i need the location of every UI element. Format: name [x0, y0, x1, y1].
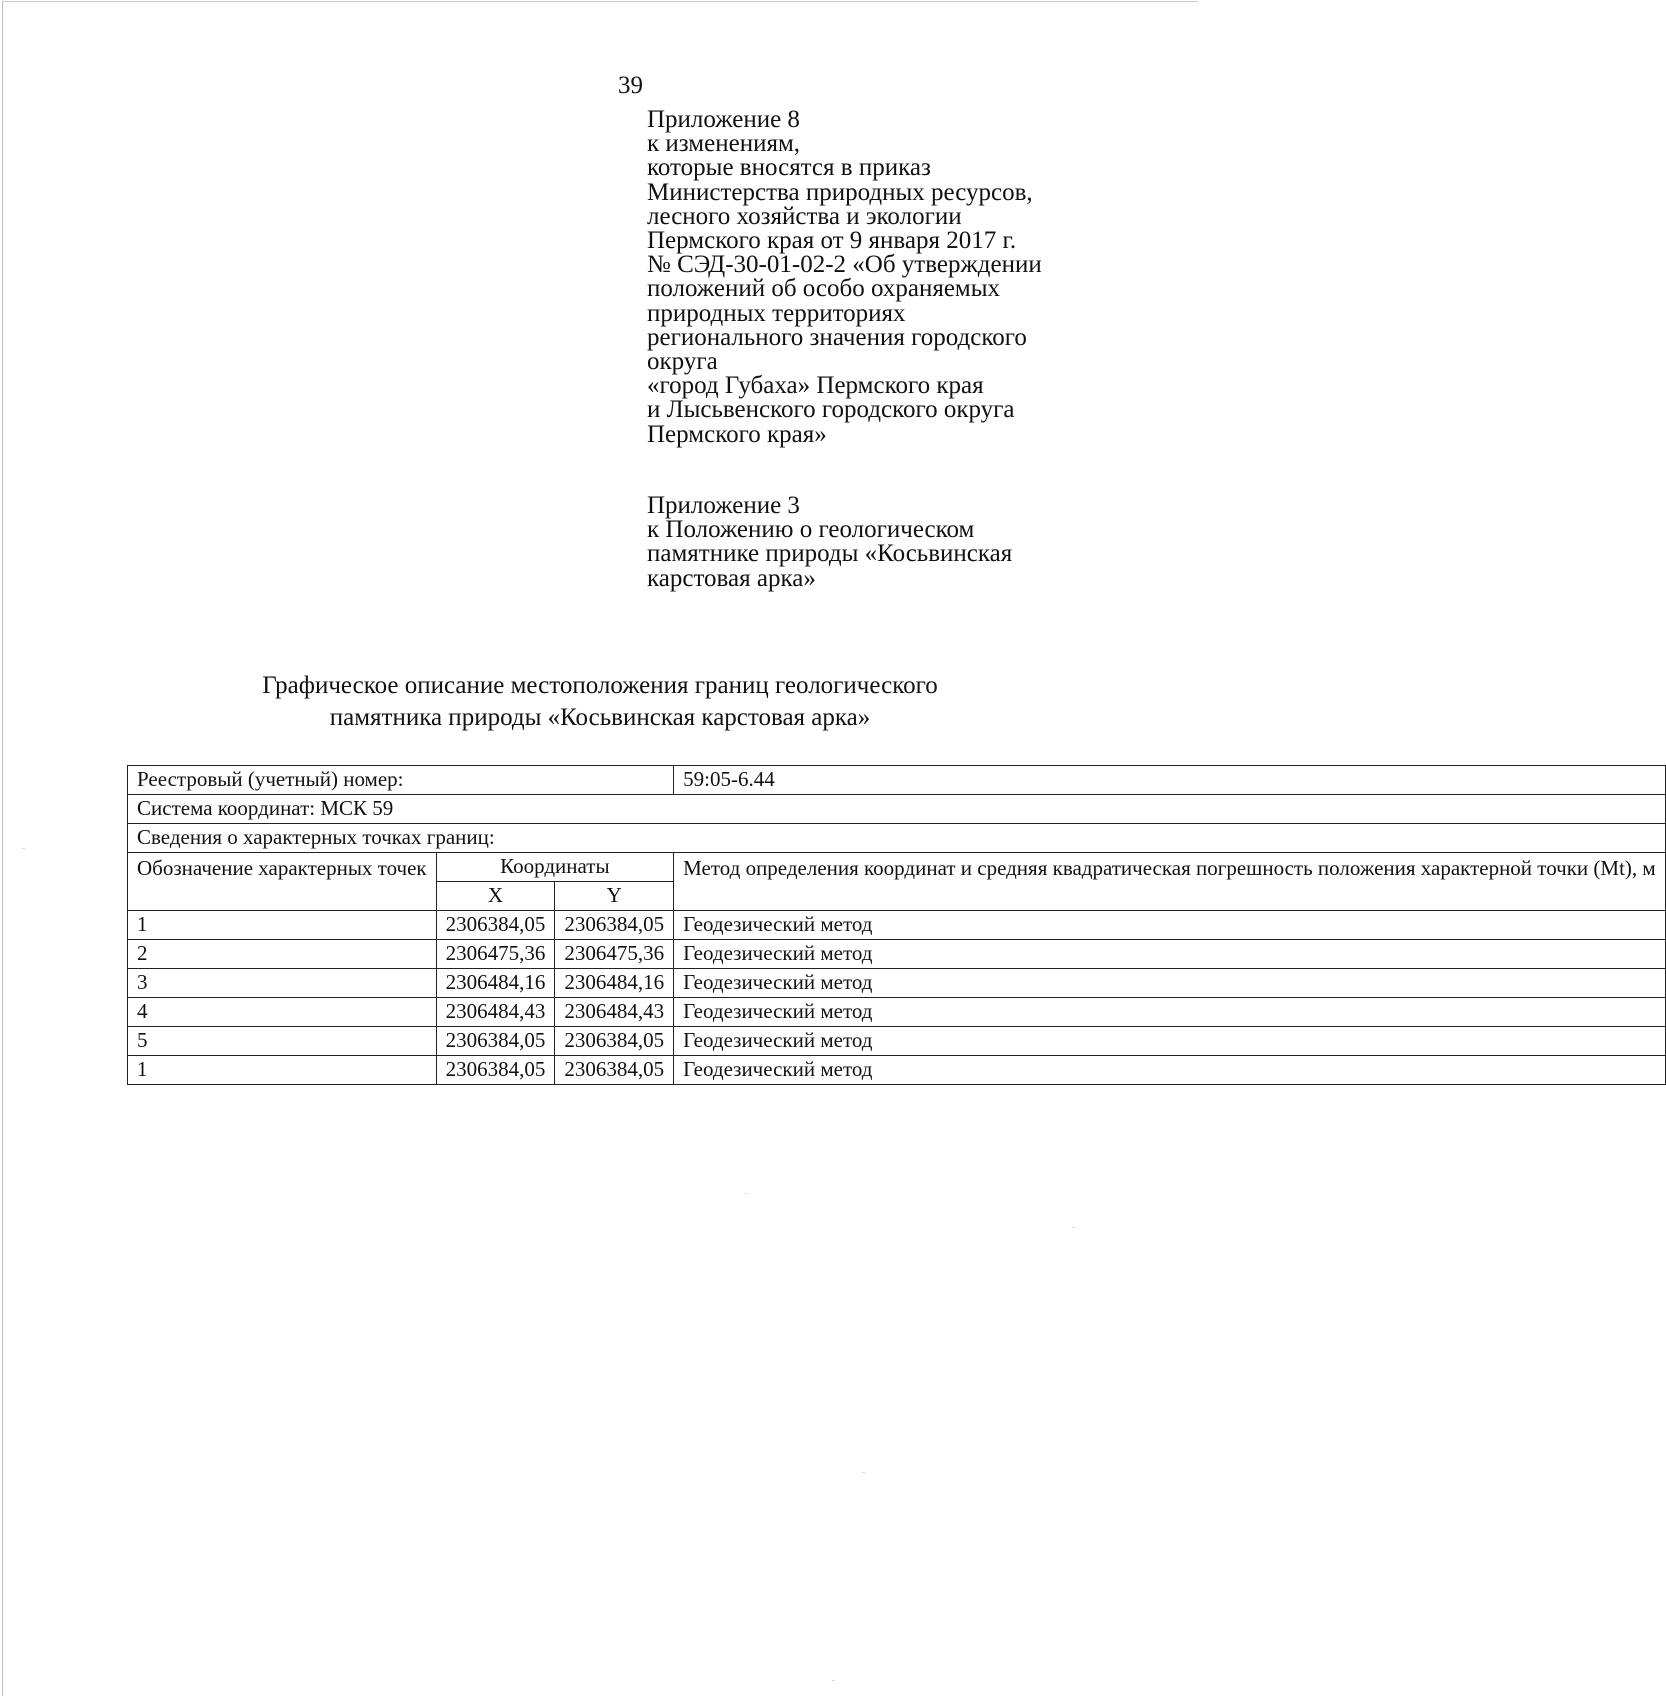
appendix-8-line: округа	[647, 348, 718, 376]
scan-speck	[22, 848, 25, 849]
appendix-3-block	[647, 494, 1012, 591]
x-cell: 2306384,05	[436, 1027, 555, 1056]
coords-header-cell: Координаты	[436, 853, 674, 882]
points-info-cell: Сведения о характерных точках границ:	[128, 824, 1666, 853]
appendix-8-line: регионального значения городского	[647, 323, 1027, 351]
point-cell: 3	[128, 969, 437, 998]
table-row	[128, 795, 1666, 824]
appendix-8-line: лесного хозяйства и экологии	[647, 202, 962, 230]
x-header-cell: X	[436, 882, 555, 911]
appendix-8-line: № СЭД-30-01-02-2 «Об утверждении	[647, 251, 1042, 279]
point-header-cell: Обозначение характерных точек	[128, 853, 437, 911]
y-cell: 2306384,05	[555, 1056, 674, 1085]
point-cell: 4	[128, 998, 437, 1027]
table-row	[128, 1027, 1666, 1056]
x-cell: 2306475,36	[436, 940, 555, 969]
method-cell: Геодезический метод	[674, 1056, 1666, 1085]
scan-speck	[1072, 1227, 1075, 1228]
x-cell: 2306384,05	[436, 1056, 555, 1085]
y-cell: 2306384,05	[555, 1027, 674, 1056]
scan-speck	[832, 1680, 835, 1681]
appendix-8-line: которые вносятся в приказ	[647, 154, 931, 182]
table-row	[128, 998, 1666, 1027]
method-cell: Геодезический метод	[674, 969, 1666, 998]
point-cell: 1	[128, 911, 437, 940]
boundary-points-table	[127, 765, 1666, 1085]
method-header-cell: Метод определения координат и средняя квадратическая погрешность положения характерной точки (Mt), м	[674, 853, 1666, 911]
y-cell: 2306484,16	[555, 969, 674, 998]
table-row	[128, 969, 1666, 998]
appendix-8-line: к изменениям,	[647, 130, 801, 158]
y-cell: 2306384,05	[555, 911, 674, 940]
x-cell: 2306484,43	[436, 998, 555, 1027]
appendix-8-line: положений об особо охраняемых	[647, 275, 1001, 303]
appendix-8-line: природных территориях	[647, 299, 906, 327]
x-cell: 2306384,05	[436, 911, 555, 940]
appendix-3-line: Приложение 3	[647, 492, 800, 519]
table-row	[128, 940, 1666, 969]
appendix-8-line: «город Губаха» Пермского края	[647, 372, 984, 400]
appendix-3-line: к Положению о геологическом	[647, 516, 975, 544]
y-cell: 2306475,36	[555, 940, 674, 969]
document-title-line: памятника природы «Косьвинская карстовая арка»	[329, 704, 871, 731]
page-number: 39	[618, 72, 643, 99]
method-cell: Геодезический метод	[674, 998, 1666, 1027]
appendix-8-line: Министерства природных ресурсов,	[647, 178, 1033, 206]
method-cell: Геодезический метод	[674, 940, 1666, 969]
registry-label-cell: Реестровый (учетный) номер:	[128, 766, 674, 795]
method-cell: Геодезический метод	[674, 911, 1666, 940]
scan-speck	[862, 1472, 865, 1473]
point-cell: 5	[128, 1027, 437, 1056]
appendix-8-line: Пермского края»	[647, 420, 827, 448]
scan-speck	[745, 1193, 748, 1194]
x-cell: 2306484,16	[436, 969, 555, 998]
table-header-row	[128, 853, 1666, 882]
coord-system-cell: Система координат: МСК 59	[128, 795, 1666, 824]
appendix-8-block	[647, 108, 1042, 447]
document-title-line: Графическое описание местоположения границ геологического	[262, 672, 938, 699]
y-cell: 2306484,43	[555, 998, 674, 1027]
appendix-8-line: Пермского края от 9 января 2017 г.	[647, 227, 1017, 255]
point-cell: 1	[128, 1056, 437, 1085]
point-cell: 2	[128, 940, 437, 969]
table-row	[128, 911, 1666, 940]
appendix-3-line: памятнике природы «Косьвинская	[647, 540, 1013, 568]
registry-value-cell: 59:05-6.44	[674, 766, 1666, 795]
table-row	[128, 766, 1666, 795]
table-row	[128, 824, 1666, 853]
appendix-8-line: и Лысьвенского городского округа	[647, 396, 1015, 424]
y-header-cell: Y	[555, 882, 674, 911]
appendix-8-line: Приложение 8	[647, 106, 800, 133]
table-row	[128, 1056, 1666, 1085]
document-title	[160, 670, 1040, 734]
appendix-3-line: карстовая арка»	[647, 564, 816, 592]
method-cell: Геодезический метод	[674, 1027, 1666, 1056]
